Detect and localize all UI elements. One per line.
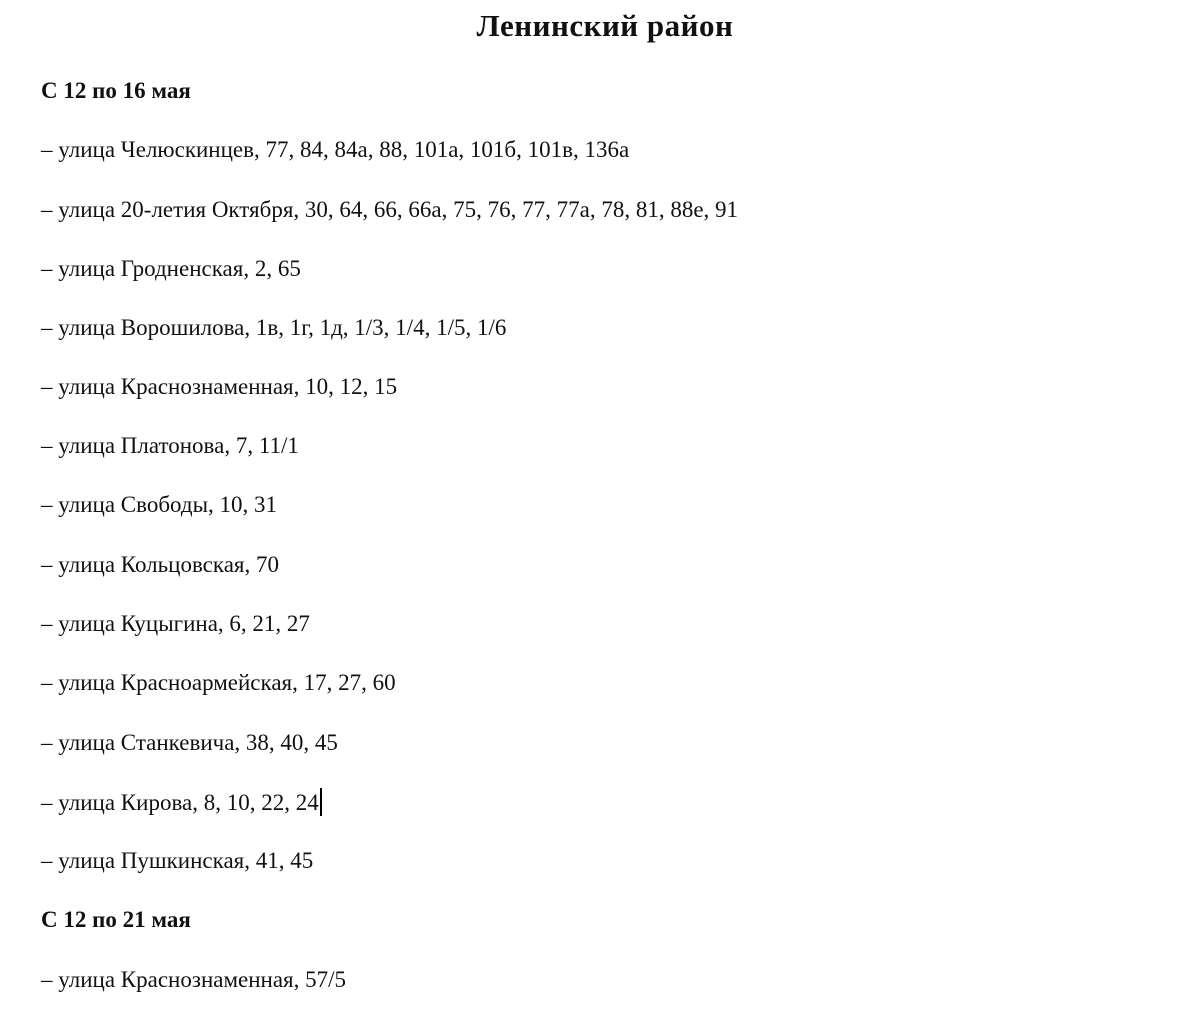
list-item: – улица Гродненская, 2, 65: [41, 256, 301, 281]
list-item: – улица Станкевича, 38, 40, 45: [41, 730, 338, 755]
list-item: – улица Кольцовская, 70: [41, 552, 280, 577]
list-item-text: – улица Кирова, 8, 10, 22, 24: [41, 790, 319, 815]
list-item: – улица Краснознаменная, 10, 12, 15: [41, 374, 398, 399]
text-cursor: [320, 788, 322, 816]
list-item: – улица Куцыгина, 6, 21, 27: [41, 611, 310, 636]
page-title: Ленинский район: [476, 8, 734, 43]
section-heading: С 12 по 21 мая: [41, 907, 191, 932]
list-item: – улица Платонова, 7, 11/1: [41, 433, 299, 458]
list-item: – улица 20-летия Октября, 30, 64, 66, 66а, 75, 76, 77, 77а, 78, 81, 88е, 91: [41, 197, 739, 222]
section-heading: С 12 по 16 мая: [41, 78, 191, 103]
list-item: – улица Ворошилова, 1в, 1г, 1д, 1/3, 1/4, 1/5, 1/6: [41, 315, 507, 340]
list-item-with-cursor[interactable]: [41, 788, 322, 817]
list-item: – улица Красноармейская, 17, 27, 60: [41, 670, 396, 695]
list-item: – улица Краснознаменная, 57/5: [41, 967, 347, 992]
list-item: – улица Свободы, 10, 31: [41, 492, 278, 517]
list-item: – улица Пушкинская, 41, 45: [41, 848, 314, 873]
list-item: – улица Челюскинцев, 77, 84, 84а, 88, 101а, 101б, 101в, 136а: [41, 137, 630, 162]
